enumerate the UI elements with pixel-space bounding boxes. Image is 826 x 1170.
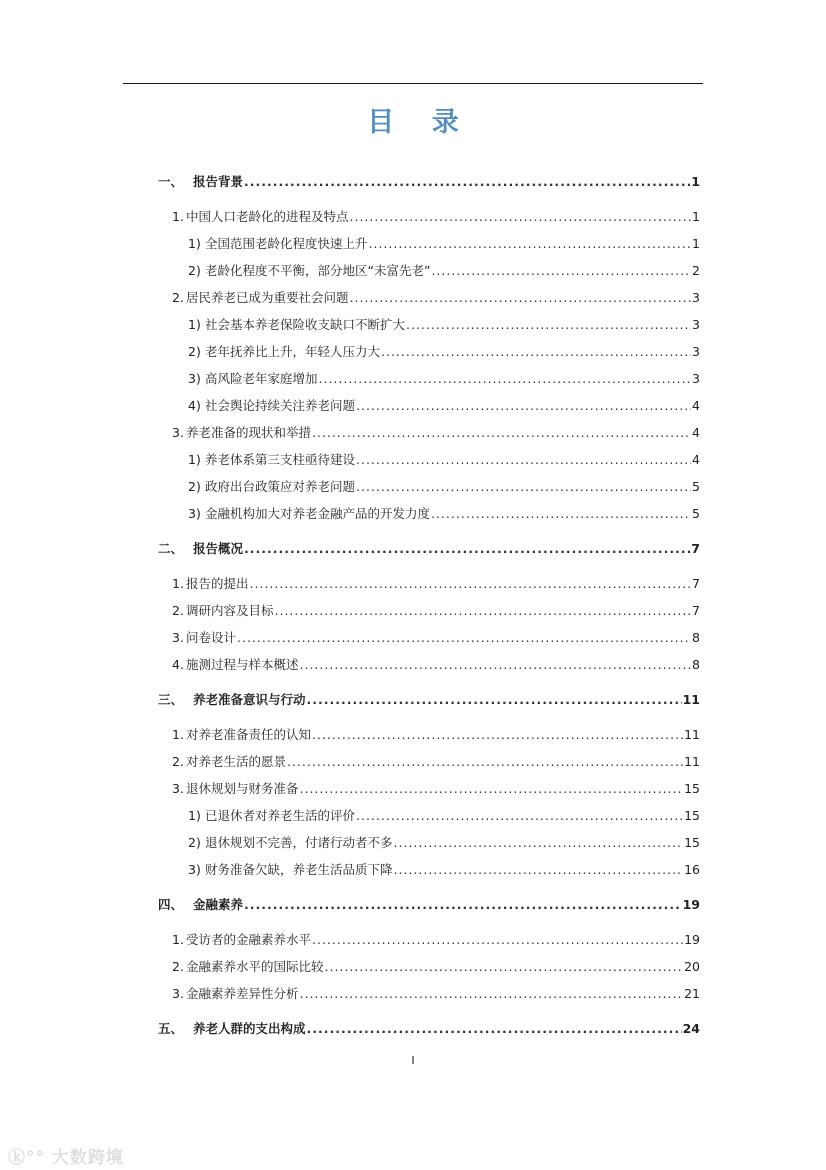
toc-entry-page: 19 <box>684 932 700 947</box>
toc-entry-number: 1. <box>172 932 184 947</box>
toc-entry-title: 中国人口老龄化的进程及特点 <box>186 209 349 224</box>
toc-entry-number: 3. <box>172 425 184 440</box>
toc-entry-page: 8 <box>692 630 700 645</box>
dot-leader <box>300 651 692 678</box>
toc-entry-title: 金融素养 <box>193 897 244 912</box>
toc-entry-title: 报告的提出 <box>186 576 249 591</box>
toc-entry-title: 财务准备欠缺，养老生活品质下降 <box>205 862 393 877</box>
toc-entry-title: 调研内容及目标 <box>186 603 274 618</box>
dot-leader <box>356 392 691 419</box>
toc-entry-page: 20 <box>684 959 700 974</box>
header-rule <box>123 83 703 84</box>
toc-entry[interactable] <box>0 284 826 311</box>
toc-entry-number: 3. <box>172 986 184 1001</box>
dot-leader <box>406 311 691 338</box>
toc-entry[interactable] <box>0 446 826 473</box>
toc-entry[interactable] <box>0 500 826 527</box>
toc-entry-page: 7 <box>691 541 700 556</box>
toc-entry-number: 2. <box>172 959 184 974</box>
toc-entry-number: 2. <box>172 603 184 618</box>
dot-leader <box>325 953 684 980</box>
toc-entry-title: 老龄化程度不平衡，部分地区“未富先老” <box>205 263 431 278</box>
toc-entry-page: 1 <box>691 174 700 189</box>
toc-entry[interactable] <box>0 686 826 713</box>
toc-entry[interactable] <box>0 926 826 953</box>
toc-entry-page: 11 <box>684 727 700 742</box>
dot-leader <box>431 257 691 284</box>
toc-entry-number: 3) <box>188 862 201 877</box>
page-number: I <box>411 1054 415 1067</box>
toc-entry-page: 1 <box>692 209 700 224</box>
toc-entry-title: 退休规划与财务准备 <box>186 781 299 796</box>
toc-entry[interactable] <box>0 1015 826 1042</box>
toc-entry-title: 施测过程与样本概述 <box>186 657 299 672</box>
toc-entry[interactable] <box>0 419 826 446</box>
toc-entry-title: 政府出台政策应对养老问题 <box>205 479 356 494</box>
toc-entry[interactable] <box>0 891 826 918</box>
toc-entry-title: 报告背景 <box>193 174 244 189</box>
toc-entry-page: 4 <box>692 452 700 467</box>
toc-entry-page: 5 <box>692 506 700 521</box>
dot-leader <box>356 446 691 473</box>
dot-leader <box>237 624 691 651</box>
toc-entry-page: 7 <box>692 603 700 618</box>
dot-leader <box>319 365 692 392</box>
dot-leader <box>394 829 684 856</box>
toc-entry-number: 1) <box>188 808 201 823</box>
toc-entry-number: 2) <box>188 835 201 850</box>
dot-leader <box>312 721 683 748</box>
toc-entry-title: 全国范围老龄化程度快速上升 <box>205 236 368 251</box>
toc-entry[interactable] <box>0 168 826 195</box>
toc-entry-number: 二、 <box>158 541 184 556</box>
toc-entry[interactable] <box>0 338 826 365</box>
page-title: 目 录 <box>367 107 473 138</box>
toc-entry-title: 问卷设计 <box>186 630 237 645</box>
toc-entry[interactable] <box>0 953 826 980</box>
toc-entry-page: 15 <box>684 808 700 823</box>
dot-leader <box>244 535 690 562</box>
toc-entry[interactable] <box>0 748 826 775</box>
toc-entry-number: 2. <box>172 290 184 305</box>
toc-entry-title: 社会舆论持续关注养老问题 <box>205 398 356 413</box>
toc-entry-title: 社会基本养老保险收支缺口不断扩大 <box>205 317 406 332</box>
toc-entry-title: 报告概况 <box>193 541 244 556</box>
toc-entry-number: 1. <box>172 209 184 224</box>
toc-entry-title: 受访者的金融素养水平 <box>186 932 312 947</box>
toc-entry-title: 养老体系第三支柱亟待建设 <box>205 452 356 467</box>
toc-entry[interactable] <box>0 721 826 748</box>
toc-entry[interactable] <box>0 597 826 624</box>
toc-entry-title: 对养老生活的愿景 <box>186 754 287 769</box>
toc-entry-page: 3 <box>692 371 700 386</box>
watermark-logo: ⓚ°° 大数跨境 <box>8 1148 124 1168</box>
toc-entry-number: 1) <box>188 452 201 467</box>
dot-leader <box>350 203 692 230</box>
toc-entry-page: 11 <box>682 692 700 707</box>
dot-leader <box>244 168 690 195</box>
toc-entry-number: 三、 <box>158 692 184 707</box>
toc-entry[interactable] <box>0 802 826 829</box>
toc-entry-page: 15 <box>684 835 700 850</box>
toc-entry-page: 16 <box>684 862 700 877</box>
dot-leader <box>312 419 691 446</box>
toc-entry-number: 1. <box>172 727 184 742</box>
dot-leader <box>356 802 683 829</box>
toc-entry-number: 3) <box>188 506 201 521</box>
toc-entry-title: 老年抚养比上升，年轻人压力大 <box>205 344 381 359</box>
toc-entry-number: 1. <box>172 576 184 591</box>
watermark-text: 大数跨境 <box>51 1148 124 1168</box>
dot-leader <box>307 1015 682 1042</box>
toc-entry-page: 15 <box>684 781 700 796</box>
toc-entry-page: 4 <box>692 398 700 413</box>
toc-entry-page: 1 <box>692 236 700 251</box>
toc-entry-number: 1) <box>188 317 201 332</box>
toc-entry-page: 8 <box>692 657 700 672</box>
toc-entry-page: 21 <box>684 986 700 1001</box>
toc-entry-title: 已退休者对养老生活的评价 <box>205 808 356 823</box>
toc-entry[interactable] <box>0 651 826 678</box>
dot-leader <box>250 570 692 597</box>
toc-entry-number: 3. <box>172 630 184 645</box>
table-of-contents <box>0 160 826 1050</box>
toc-entry-number: 4) <box>188 398 201 413</box>
toc-entry-number: 2) <box>188 344 201 359</box>
toc-entry-page: 11 <box>684 754 700 769</box>
toc-entry[interactable] <box>0 257 826 284</box>
toc-entry-number: 五、 <box>158 1021 184 1036</box>
toc-entry-page: 19 <box>682 897 700 912</box>
dot-leader <box>394 856 684 883</box>
toc-entry[interactable] <box>0 203 826 230</box>
toc-entry-number: 2) <box>188 479 201 494</box>
toc-entry-page: 3 <box>692 317 700 332</box>
toc-entry[interactable] <box>0 856 826 883</box>
toc-entry[interactable] <box>0 365 826 392</box>
toc-entry[interactable] <box>0 624 826 651</box>
dot-leader <box>431 500 691 527</box>
toc-entry[interactable] <box>0 829 826 856</box>
toc-entry-title: 养老准备的现状和举措 <box>186 425 312 440</box>
dot-leader <box>381 338 691 365</box>
toc-entry-title: 退休规划不完善，付诸行动者不多 <box>205 835 393 850</box>
dot-leader <box>350 284 692 311</box>
toc-entry[interactable] <box>0 535 826 562</box>
toc-entry-title: 金融素养水平的国际比较 <box>186 959 324 974</box>
dot-leader <box>356 473 691 500</box>
toc-entry-page: 24 <box>682 1021 700 1036</box>
toc-entry-number: 1) <box>188 236 201 251</box>
toc-entry[interactable] <box>0 570 826 597</box>
toc-entry-page: 5 <box>692 479 700 494</box>
toc-entry-title: 高风险老年家庭增加 <box>205 371 318 386</box>
toc-entry-number: 2) <box>188 263 201 278</box>
dot-leader <box>369 230 692 257</box>
toc-entry-page: 3 <box>692 344 700 359</box>
dot-leader <box>300 980 684 1007</box>
toc-entry-title: 养老准备意识与行动 <box>193 692 306 707</box>
toc-entry-title: 金融机构加大对养老金融产品的开发力度 <box>205 506 431 521</box>
toc-entry-page: 3 <box>692 290 700 305</box>
dot-leader <box>300 775 684 802</box>
dot-leader <box>244 891 682 918</box>
toc-entry-number: 3) <box>188 371 201 386</box>
dot-leader <box>287 748 683 775</box>
toc-entry[interactable] <box>0 392 826 419</box>
toc-entry-page: 2 <box>692 263 700 278</box>
dot-leader <box>312 926 683 953</box>
toc-entry[interactable] <box>0 473 826 500</box>
toc-entry[interactable] <box>0 775 826 802</box>
toc-entry-title: 对养老准备责任的认知 <box>186 727 312 742</box>
toc-entry[interactable] <box>0 980 826 1007</box>
toc-entry-number: 四、 <box>158 897 184 912</box>
toc-entry-number: 2. <box>172 754 184 769</box>
dot-leader <box>275 597 692 624</box>
toc-entry[interactable] <box>0 311 826 338</box>
toc-entry-page: 4 <box>692 425 700 440</box>
toc-entry-title: 养老人群的支出构成 <box>193 1021 306 1036</box>
dot-leader <box>307 686 682 713</box>
toc-entry-title: 居民养老已成为重要社会问题 <box>186 290 349 305</box>
toc-entry-number: 4. <box>172 657 184 672</box>
toc-entry-number: 一、 <box>158 174 184 189</box>
toc-entry[interactable] <box>0 230 826 257</box>
toc-entry-page: 7 <box>692 576 700 591</box>
toc-entry-number: 3. <box>172 781 184 796</box>
toc-entry-title: 金融素养差异性分析 <box>186 986 299 1001</box>
